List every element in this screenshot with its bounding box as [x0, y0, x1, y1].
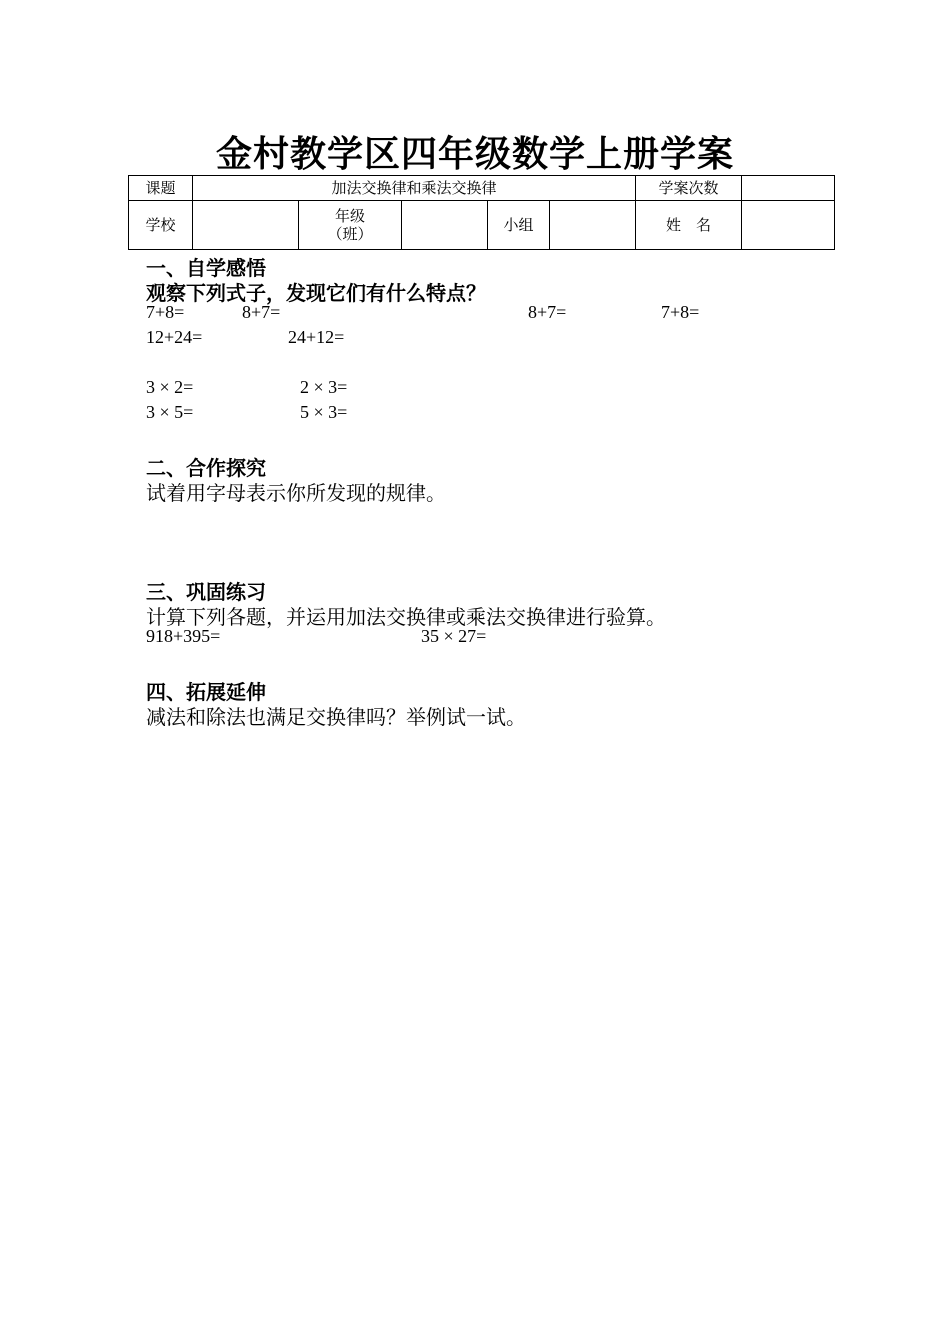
equation: 8+7= — [528, 302, 567, 322]
grade-value[interactable] — [402, 201, 488, 250]
equation: 12+24= — [146, 327, 203, 347]
equation: 35 × 27= — [421, 626, 487, 646]
equation: 3 × 5= — [146, 402, 194, 422]
section2-text: 试着用字母表示你所发现的规律。 — [146, 481, 446, 505]
equation: 2 × 3= — [300, 377, 348, 397]
section4-heading: 四、拓展延伸 — [146, 680, 266, 704]
group-label: 小组 — [488, 201, 550, 250]
topic-value: 加法交换律和乘法交换律 — [193, 176, 636, 201]
group-value[interactable] — [550, 201, 636, 250]
info-table — [128, 175, 835, 250]
equation: 3 × 2= — [146, 377, 194, 397]
section3-text: 计算下列各题，并运用加法交换律或乘法交换律进行验算。 — [146, 605, 666, 629]
section2-heading: 二、合作探究 — [146, 456, 266, 480]
page-title: 金村教学区四年级数学上册学案 — [215, 133, 734, 175]
count-value[interactable] — [742, 176, 835, 201]
equation: 8+7= — [242, 302, 281, 322]
equation: 7+8= — [661, 302, 700, 322]
name-value[interactable] — [742, 201, 835, 250]
grade-label — [299, 201, 402, 250]
section1-heading: 一、自学感悟 — [146, 256, 266, 280]
count-label: 学案次数 — [636, 176, 742, 201]
grade-label-line1: 年级 — [334, 207, 365, 225]
equation: 5 × 3= — [300, 402, 348, 422]
school-value[interactable] — [193, 201, 299, 250]
equation: 918+395= — [146, 626, 221, 646]
section4-text: 减法和除法也满足交换律吗？举例试一试。 — [146, 705, 526, 729]
equation: 24+12= — [288, 327, 345, 347]
school-label: 学校 — [129, 201, 193, 250]
equation: 7+8= — [146, 302, 185, 322]
name-label: 姓 名 — [636, 201, 742, 250]
topic-label: 课题 — [129, 176, 193, 201]
section1-prompt: 观察下列式子，发现它们有什么特点？ — [146, 281, 486, 305]
section3-heading: 三、巩固练习 — [146, 580, 266, 604]
grade-label-line2: （班） — [327, 225, 373, 243]
